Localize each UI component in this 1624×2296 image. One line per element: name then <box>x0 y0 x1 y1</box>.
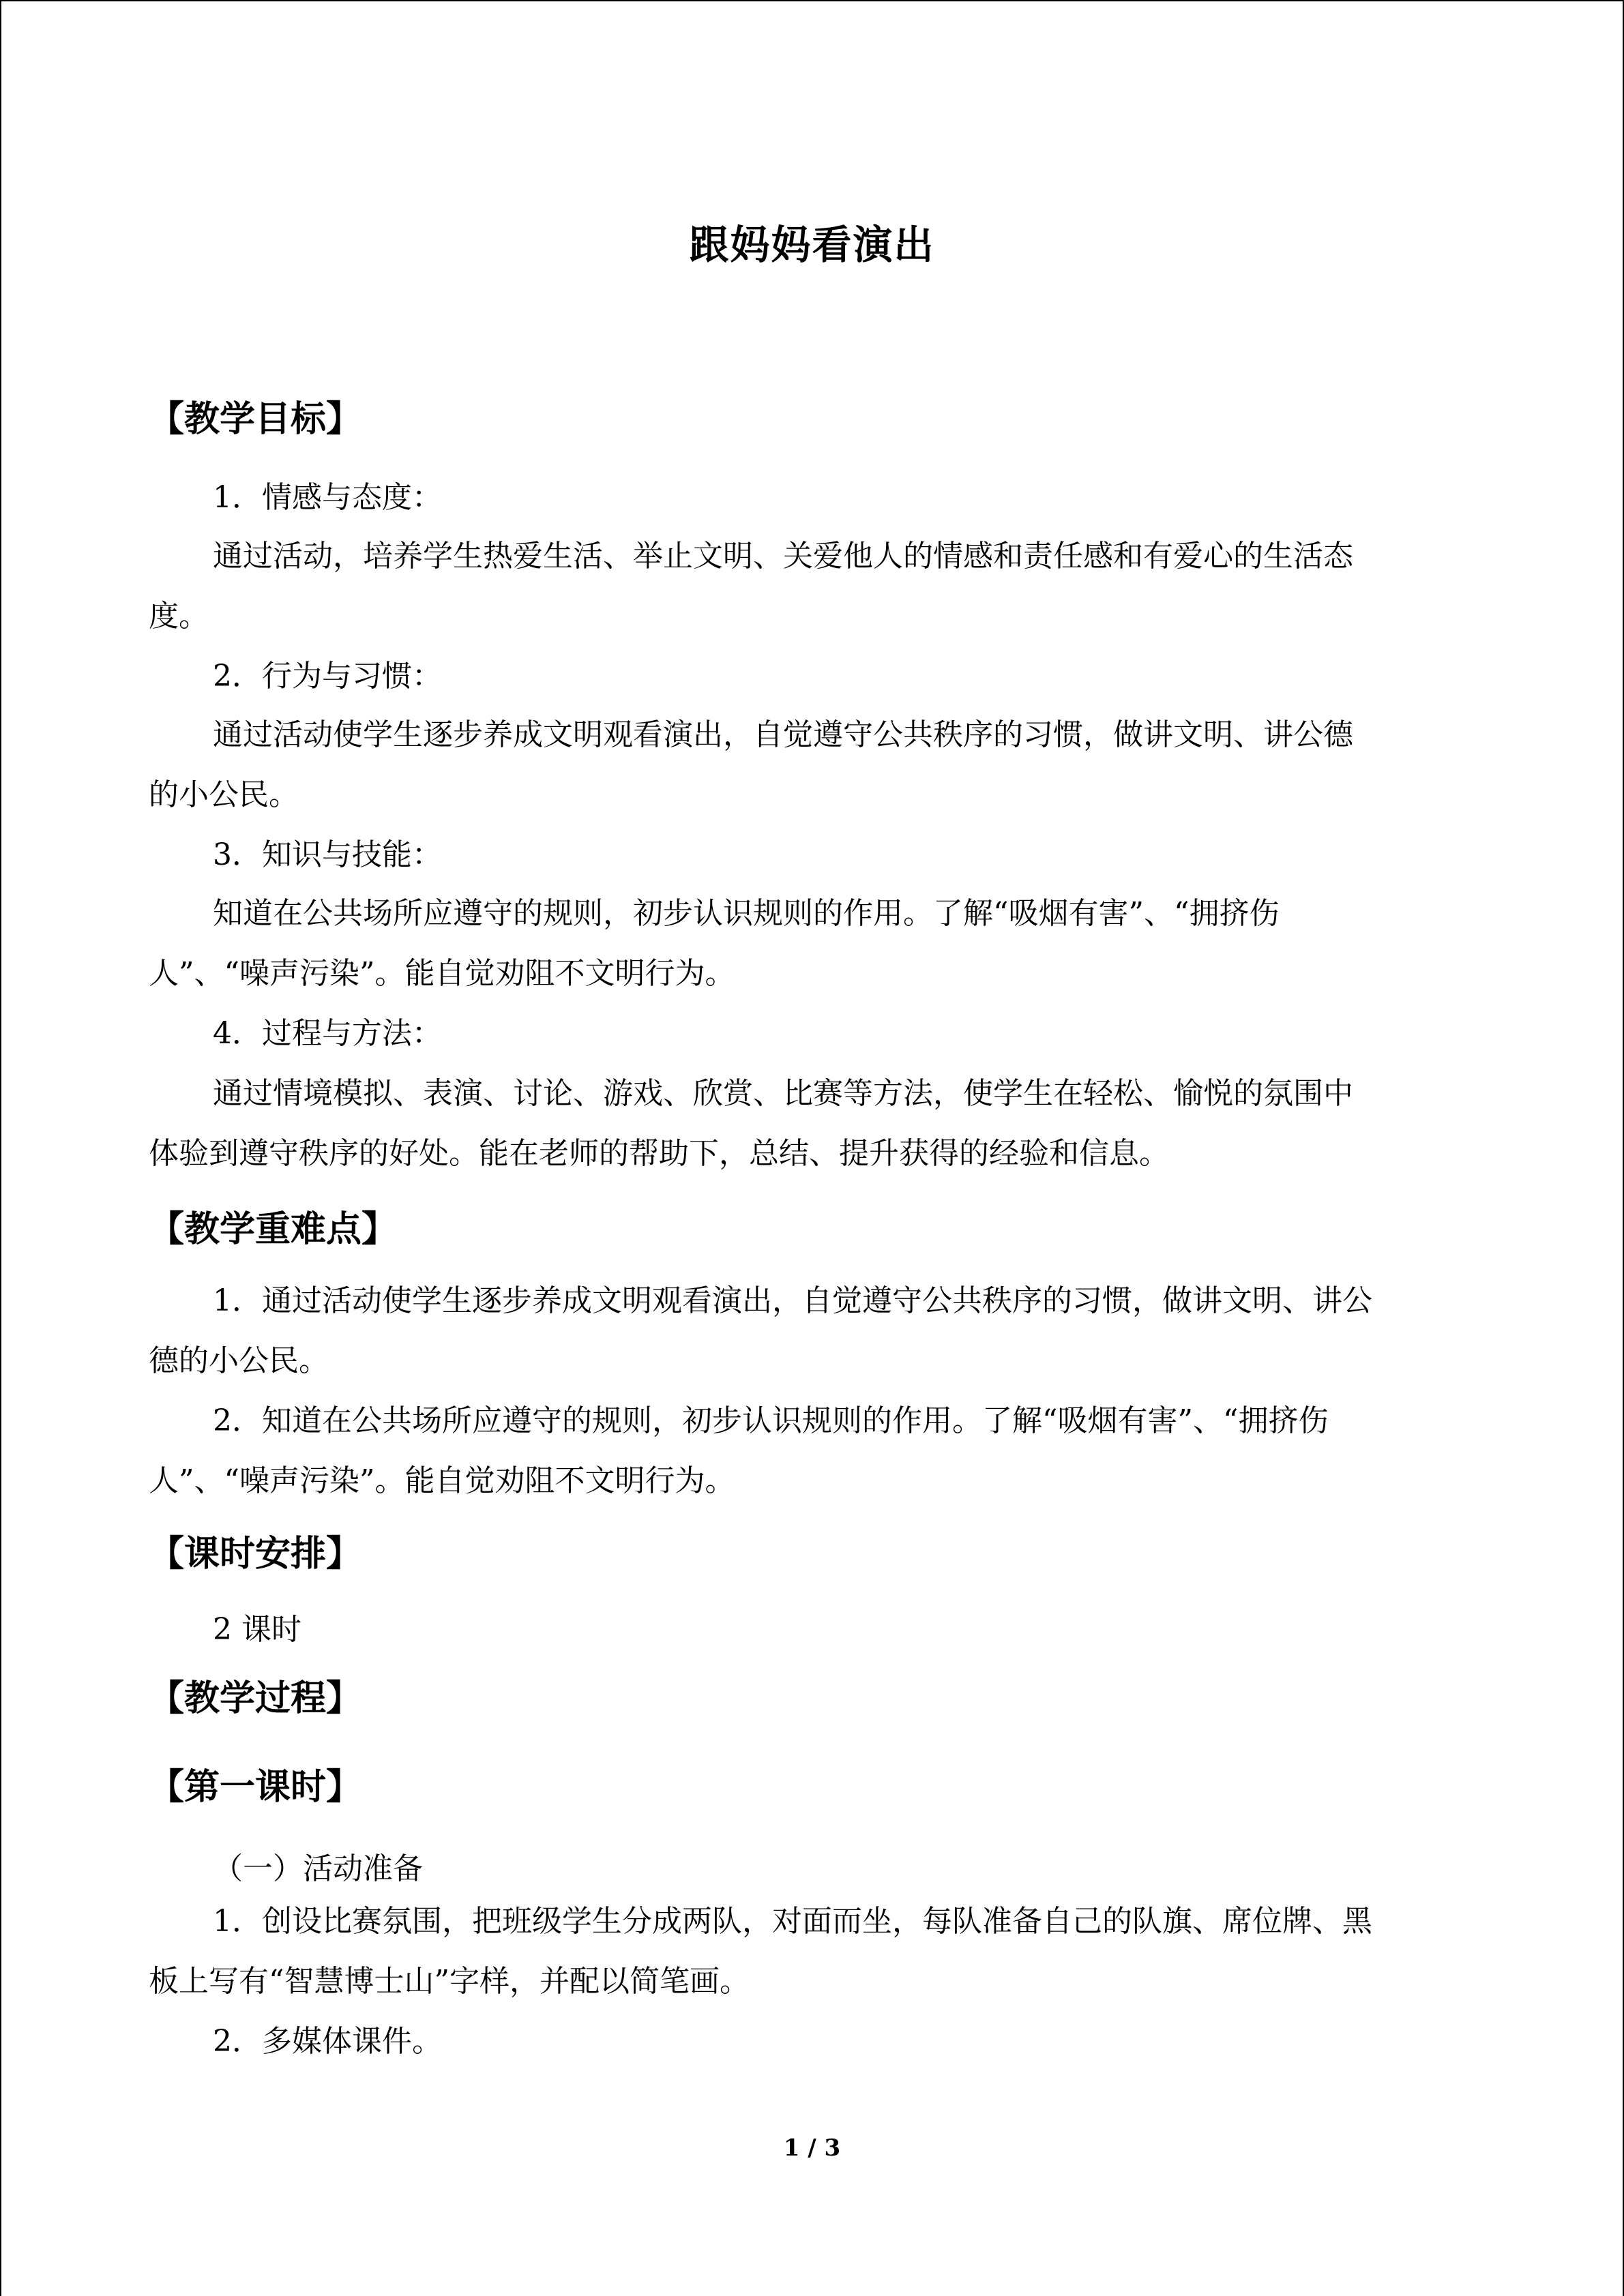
heading-teaching-process: 【教学过程】 <box>149 1678 362 1719</box>
goals-item1-paragraph <box>149 526 1479 646</box>
goals-item1-title-text: 1．情感与态度： <box>213 480 442 515</box>
heading-schedule: 【课时安排】 <box>149 1534 362 1575</box>
goals-item4-title-text: 4．过程与方法： <box>213 1016 442 1051</box>
goals-item2-title-text: 2．行为与习惯： <box>213 659 442 694</box>
key-points-p1-line2: 德的小公民。 <box>149 1343 329 1378</box>
lesson1-p1-line1: 1．创设比赛氛围，把班级学生分成两队，对面而坐，每队准备自己的队旗、席位牌、黑 <box>213 1904 1372 1939</box>
lesson1-subheading: （一）活动准备 <box>213 1851 423 1886</box>
heading-first-lesson: 【第一课时】 <box>149 1767 362 1808</box>
heading-teaching-goals: 【教学目标】 <box>149 399 362 440</box>
goals-item2-title <box>149 646 1479 706</box>
key-points-p2-line2: 人”、“噪声污染”。能自觉劝阻不文明行为。 <box>149 1463 735 1498</box>
key-points-paragraph-1 <box>149 1271 1479 1391</box>
goals-item1-line2: 度。 <box>149 599 209 633</box>
key-points-p1-line1: 1．通过活动使学生逐步养成文明观看演出，自觉遵守公共秩序的习惯，做讲文明、讲公 <box>213 1283 1372 1318</box>
schedule-text: 2 课时 <box>213 1612 301 1647</box>
schedule-paragraph <box>149 1600 1479 1660</box>
key-points-p2-line1: 2．知道在公共场所应遵守的规则，初步认识规则的作用。了解“吸烟有害”、“拥挤伤 <box>213 1403 1329 1438</box>
goals-item3-title <box>149 825 1479 885</box>
goals-item2-paragraph <box>149 705 1479 825</box>
goals-item4-line2: 体验到遵守秩序的好处。能在老师的帮助下，总结、提升获得的经验和信息。 <box>149 1136 1169 1171</box>
lesson1-paragraph-2 <box>149 2012 1479 2072</box>
goals-item4-paragraph <box>149 1064 1479 1184</box>
heading-key-points: 【教学重难点】 <box>149 1209 398 1250</box>
goals-item4-line1: 通过情境模拟、表演、讨论、游戏、欣赏、比赛等方法，使学生在轻松、愉悦的氛围中 <box>213 1076 1353 1111</box>
page-number: 1 / 3 <box>783 2134 841 2162</box>
key-points-paragraph-2 <box>149 1391 1479 1511</box>
lesson1-p2-text: 2．多媒体课件。 <box>213 2024 442 2059</box>
goals-item1-line1: 通过活动，培养学生热爱生活、举止文明、关爱他人的情感和责任感和有爱心的生活态 <box>213 539 1353 573</box>
lesson1-paragraph-1 <box>149 1892 1479 2012</box>
goals-item1-title <box>149 468 1479 528</box>
document-title: 跟妈妈看演出 <box>689 222 935 268</box>
goals-item3-paragraph <box>149 884 1479 1004</box>
goals-item2-line1: 通过活动使学生逐步养成文明观看演出，自觉遵守公共秩序的习惯，做讲文明、讲公德 <box>213 717 1353 752</box>
goals-item4-title <box>149 1004 1479 1064</box>
goals-item3-line1: 知道在公共场所应遵守的规则，初步认识规则的作用。了解“吸烟有害”、“拥挤伤 <box>213 896 1280 931</box>
goals-item3-line2: 人”、“噪声污染”。能自觉劝阻不文明行为。 <box>149 956 735 991</box>
lesson1-p1-line2: 板上写有“智慧博士山”字样，并配以简笔画。 <box>149 1964 750 1999</box>
goals-item3-title-text: 3．知识与技能： <box>213 837 442 872</box>
goals-item2-line2: 的小公民。 <box>149 777 299 812</box>
